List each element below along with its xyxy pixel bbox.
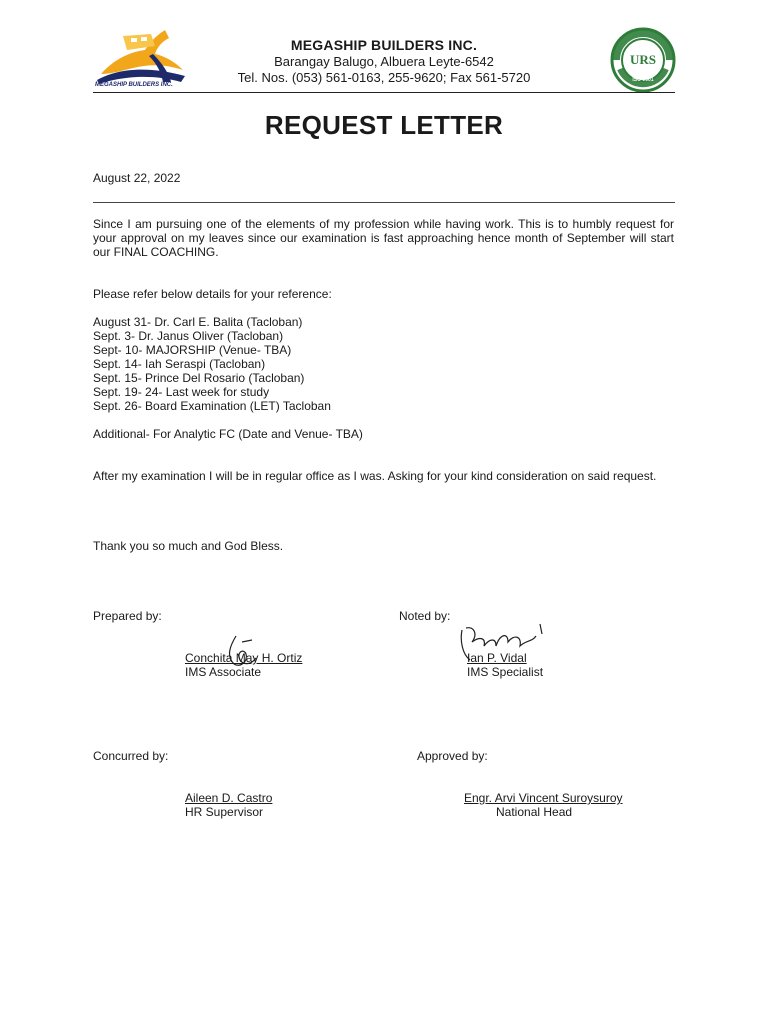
additional-line: Additional- For Analytic FC (Date and Venue- TBA): [93, 427, 363, 441]
schedule-item: Sept. 19- 24- Last week for study: [93, 385, 270, 399]
schedule-item: Sept. 15- Prince Del Rosario (Tacloban): [93, 371, 305, 385]
schedule-list: [93, 315, 331, 413]
noted-by-title: IMS Specialist: [467, 665, 544, 679]
schedule-item: August 31- Dr. Carl E. Balita (Tacloban): [93, 315, 303, 329]
concurred-by-title: HR Supervisor: [185, 805, 264, 819]
schedule-item: Sept. 14- Iah Seraspi (Tacloban): [93, 357, 266, 371]
noted-by-label: Noted by:: [399, 609, 451, 623]
approved-by-label: Approved by:: [417, 749, 488, 763]
concurred-by-name: Aileen D. Castro: [185, 791, 273, 805]
noted-by-name: Ian P. Vidal: [467, 651, 527, 665]
schedule-item: Sept. 3- Dr. Janus Oliver (Tacloban): [93, 329, 284, 343]
prepared-by-label: Prepared by:: [93, 609, 162, 623]
after-paragraph: After my examination I will be in regular office as I was. Asking for your kind consideration on said request.: [93, 469, 657, 483]
letter-date: August 22, 2022: [93, 171, 181, 185]
intro-paragraph: Since I am pursuing one of the elements of my profession while having work. This is to humbly request for your approval on my leaves since our examination is fast approaching hence month of September will start our FINAL COACHING.: [93, 217, 674, 259]
schedule-item: Sept. 26- Board Examination (LET) Tacloban: [93, 399, 331, 413]
company-address: Barangay Balugo, Albuera Leyte-6542: [274, 54, 494, 69]
document-title: REQUEST LETTER: [264, 110, 504, 140]
prepared-by-title: IMS Associate: [185, 665, 262, 679]
schedule-item: Sept- 10- MAJORSHIP (Venue- TBA): [93, 343, 292, 357]
logo-caption: MEGASHIP BUILDERS INC.: [95, 82, 173, 88]
prepared-by-name: Conchita May H. Ortiz: [185, 651, 303, 665]
concurred-by-label: Concurred by:: [93, 749, 169, 763]
closing-line: Thank you so much and God Bless.: [93, 539, 284, 553]
seal-center-text: URS: [629, 52, 656, 67]
approved-by-title: National Head: [496, 805, 573, 819]
company-contact: Tel. Nos. (053) 561-0163, 255-9620; Fax 561-5720: [237, 70, 531, 85]
reference-line: Please refer below details for your reference:: [93, 287, 332, 301]
company-name: MEGASHIP BUILDERS INC.: [290, 37, 478, 53]
date-divider: [93, 202, 675, 203]
seal-bottom-text: ISO 9001: [632, 77, 654, 83]
header-divider: [93, 92, 675, 93]
approved-by-name: Engr. Arvi Vincent Suroysuroy: [464, 791, 623, 805]
